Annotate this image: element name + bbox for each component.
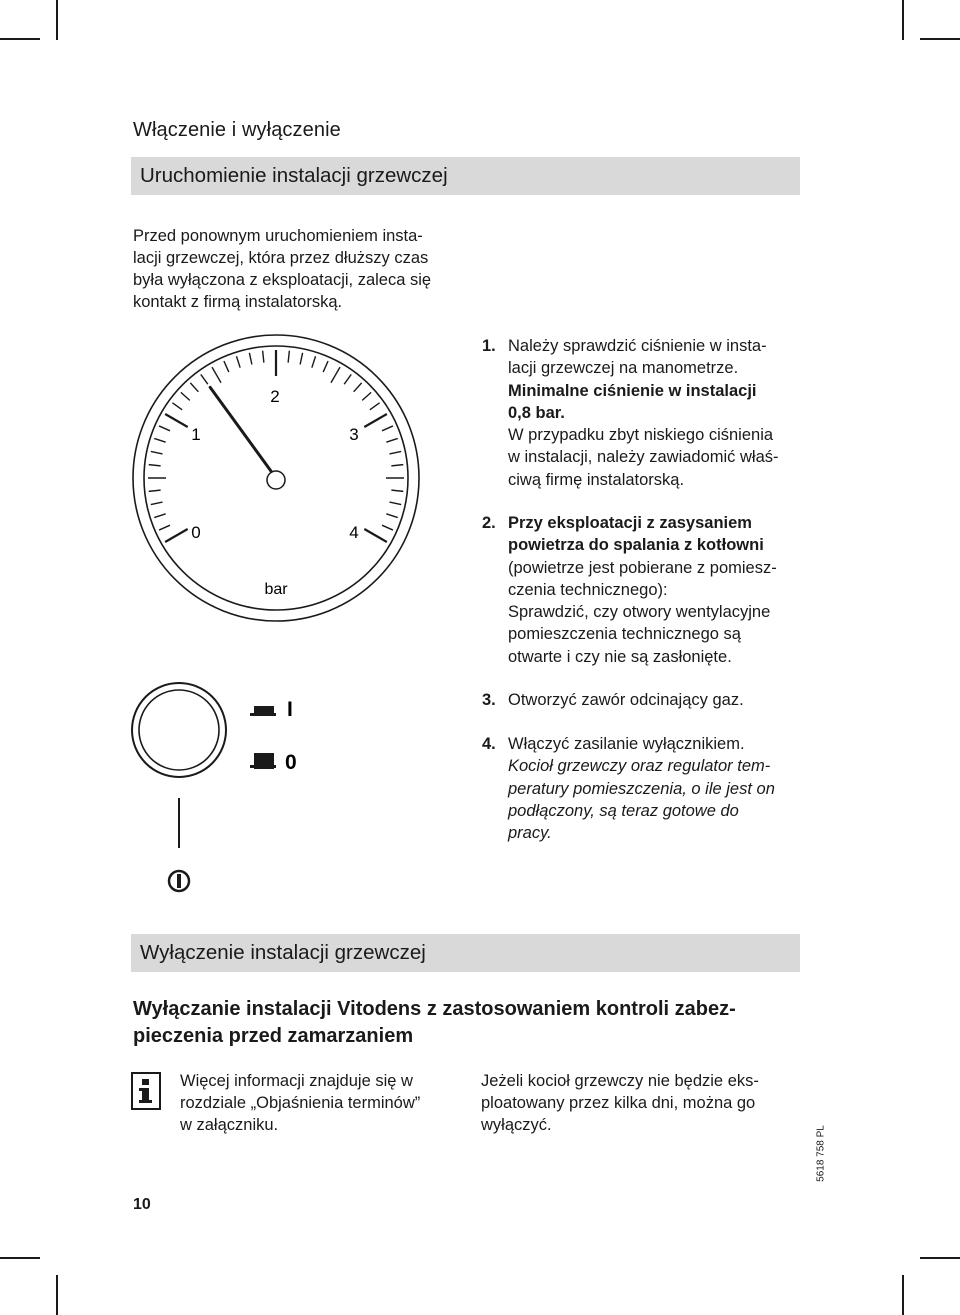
gauge-hub — [267, 471, 285, 489]
step-line: Należy sprawdzić ciśnienie w insta- — [508, 337, 767, 355]
info-note — [180, 1070, 460, 1136]
gauge-minor-tick — [386, 514, 397, 518]
gauge-label-1: 1 — [191, 425, 201, 444]
info-note-line: Więcej informacji znajduje się w — [180, 1072, 413, 1090]
gauge-minor-tick — [391, 465, 403, 466]
gauge-minor-tick — [389, 502, 401, 504]
crop-mark — [902, 1275, 904, 1315]
step-number: 2. — [482, 514, 496, 532]
gauge-minor-tick — [331, 367, 340, 383]
crop-mark — [902, 0, 904, 40]
crop-mark — [920, 38, 960, 40]
gauge-minor-tick — [190, 383, 198, 392]
step-body — [508, 512, 802, 668]
step-line: peratury pomieszczenia, o ile jest on — [508, 779, 775, 798]
info-glyph — [133, 1074, 158, 1107]
gauge-unit: bar — [264, 581, 288, 598]
gauge-minor-tick — [149, 490, 161, 491]
gauge-major-tick — [364, 414, 387, 427]
gauge-minor-tick — [154, 514, 165, 518]
step-line: Włączyć zasilanie wyłącznikiem. — [508, 735, 745, 753]
step-number: 4. — [482, 735, 496, 753]
crop-mark — [56, 1275, 58, 1315]
step-line: Otworzyć zawór odcinający gaz. — [508, 691, 744, 709]
section-heading-startup — [131, 157, 800, 195]
gauge-minor-tick — [224, 361, 229, 372]
section-heading-shutdown — [131, 934, 800, 972]
step-line: pracy. — [508, 824, 552, 843]
crop-mark — [0, 38, 40, 40]
gauge-minor-tick — [386, 438, 397, 442]
step-line: Przy eksploatacji z zasysaniem — [508, 514, 752, 532]
step-line: lacji grzewczej na manometrze. — [508, 359, 739, 378]
intro-line: lacji grzewczej, która przez dłuższy czas — [133, 249, 429, 267]
step-body — [508, 689, 802, 711]
gauge-label-0: 0 — [191, 523, 201, 542]
step-line: w instalacji, należy zawiadomić właś- — [508, 448, 779, 467]
power-icon — [169, 871, 189, 891]
step-number: 1. — [482, 337, 496, 355]
section-heading-startup-text: Uruchomienie instalacji grzewczej — [140, 164, 448, 187]
shutdown-note — [481, 1070, 801, 1136]
gauge-minor-tick — [263, 351, 264, 363]
step-line: Kocioł grzewczy oraz regulator tem- — [508, 757, 771, 776]
step-line: powietrza do spalania z kotłowni — [508, 536, 764, 555]
shutdown-note-line: ploatowany przez kilka dni, można go — [481, 1094, 756, 1112]
document-number: 5618 758 PL — [815, 1125, 827, 1182]
step-2 — [482, 512, 802, 668]
gauge-minor-tick — [312, 356, 316, 367]
gauge-minor-tick — [288, 351, 289, 363]
gauge-major-tick — [165, 529, 188, 542]
intro-paragraph — [133, 225, 473, 313]
gauge-minor-tick — [344, 374, 351, 384]
pressure-gauge-illustration — [128, 328, 428, 628]
step-line: (powietrze jest pobierane z pomiesz- — [508, 558, 777, 577]
main-switch-illustration — [130, 680, 330, 900]
step-line: Minimalne ciśnienie w instalacji — [508, 381, 757, 400]
step-number: 3. — [482, 691, 496, 709]
gauge-minor-tick — [391, 490, 403, 491]
info-note-line: rozdziale „Objaśnienia terminów” — [180, 1094, 421, 1112]
switch-off-symbol — [250, 753, 276, 769]
step-body — [508, 335, 802, 491]
gauge-minor-tick — [362, 392, 371, 400]
step-line: otwarte i czy nie są zasłonięte. — [508, 647, 732, 666]
gauge-minor-tick — [212, 367, 221, 383]
crop-mark — [56, 0, 58, 40]
subsection-title — [133, 996, 813, 1050]
intro-line: kontakt z firmą instalatorską. — [133, 293, 343, 311]
gauge-label-3: 3 — [349, 425, 359, 444]
gauge-minor-tick — [149, 465, 161, 466]
step-line: 0,8 bar. — [508, 403, 565, 422]
crop-mark — [920, 1257, 960, 1259]
gauge-minor-tick — [249, 353, 251, 365]
gauge-label-2: 2 — [270, 387, 280, 406]
gauge-minor-tick — [370, 403, 380, 410]
gauge-ticks — [148, 350, 404, 542]
switch-on-symbol — [250, 706, 276, 716]
gauge-label-4: 4 — [349, 523, 359, 542]
shutdown-note-line: wyłączyć. — [481, 1116, 552, 1134]
gauge-minor-tick — [181, 392, 190, 400]
gauge-minor-tick — [323, 361, 328, 372]
gauge-minor-tick — [300, 353, 302, 365]
crop-mark — [0, 1257, 40, 1259]
step-line: podłączony, są teraz gotowe do — [508, 801, 739, 820]
gauge-minor-tick — [151, 451, 163, 453]
gauge-minor-tick — [201, 374, 208, 384]
subsection-title-line: Wyłączanie instalacji Vitodens z zastosowaniem kontroli zabez- — [133, 998, 736, 1020]
gauge-minor-tick — [236, 356, 240, 367]
step-line: pomieszczenia technicznego są — [508, 625, 741, 644]
step-line: ciwą firmę instalatorską. — [508, 470, 685, 489]
step-line: czenia technicznego): — [508, 580, 668, 599]
gauge-minor-tick — [151, 502, 163, 504]
step-4 — [482, 733, 802, 844]
step-line: Sprawdzić, czy otwory wentylacyjne — [508, 603, 771, 622]
gauge-minor-tick — [382, 525, 393, 530]
gauge-major-tick — [165, 414, 188, 427]
info-icon — [131, 1072, 161, 1110]
info-note-line: w załączniku. — [180, 1116, 279, 1134]
gauge-minor-tick — [389, 451, 401, 453]
page-number: 10 — [133, 1196, 151, 1213]
switch-knob-outer[interactable] — [132, 683, 226, 777]
switch-off-label: 0 — [285, 751, 297, 774]
gauge-minor-tick — [354, 383, 362, 392]
gauge-major-tick — [364, 529, 387, 542]
gauge-needle — [210, 387, 276, 478]
switch-knob-inner — [139, 690, 219, 770]
gauge-minor-tick — [382, 426, 393, 431]
subsection-title-line: pieczenia przed zamarzaniem — [133, 1025, 414, 1047]
chapter-title: Włączenie i wyłączenie — [133, 119, 341, 141]
step-body — [508, 733, 802, 844]
intro-line: była wyłączona z eksploatacji, zaleca się — [133, 271, 432, 289]
step-1 — [482, 335, 802, 491]
shutdown-note-line: Jeżeli kocioł grzewczy nie będzie eks- — [481, 1072, 759, 1090]
gauge-minor-tick — [159, 426, 170, 431]
gauge-minor-tick — [172, 403, 182, 410]
switch-on-label: I — [287, 698, 293, 721]
step-3 — [482, 689, 802, 711]
section-heading-shutdown-text: Wyłączenie instalacji grzewczej — [140, 941, 426, 964]
step-line: W przypadku zbyt niskiego ciśnienia — [508, 426, 774, 445]
gauge-minor-tick — [159, 525, 170, 530]
intro-line: Przed ponownym uruchomieniem insta- — [133, 227, 423, 245]
gauge-minor-tick — [154, 438, 165, 442]
